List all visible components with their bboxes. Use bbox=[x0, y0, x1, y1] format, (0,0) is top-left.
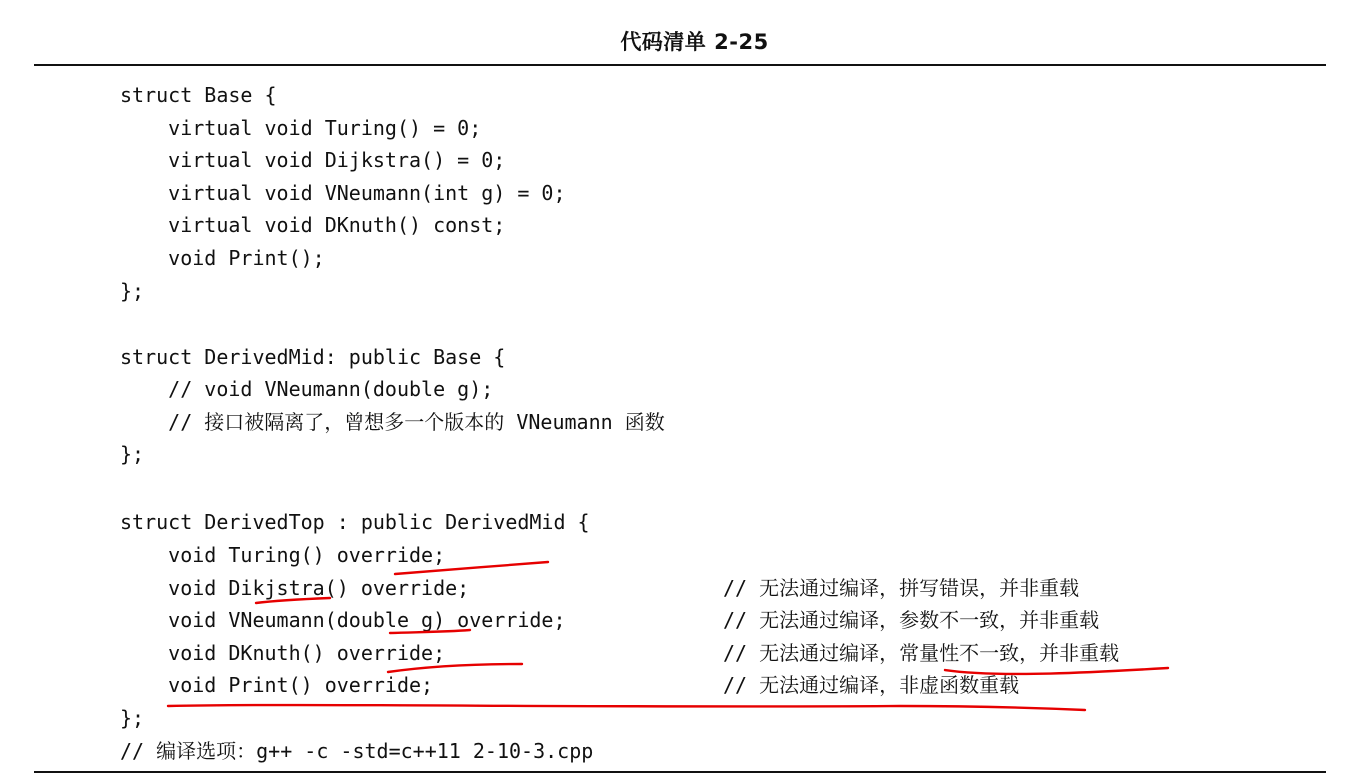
code-line-top-dknuth: void DKnuth() override; bbox=[120, 641, 446, 665]
code-line-base-vneumann: virtual void VNeumann(int g) = 0; bbox=[120, 181, 566, 205]
listing-title: 代码清单 2-25 bbox=[620, 30, 769, 54]
code-line-derivedmid-close: }; bbox=[120, 442, 145, 466]
underline-print-line bbox=[168, 705, 1085, 710]
code-line-compile-options: // 编译选项：g++ -c -std=c++11 2-10-3.cpp bbox=[120, 739, 594, 763]
top-rule bbox=[34, 64, 1326, 66]
code-line-top-vneumann: void VNeumann(double g) override; bbox=[120, 608, 566, 632]
comment-parameter-mismatch: // 无法通过编译，参数不一致，并非重载 bbox=[723, 608, 1100, 632]
code-line-top-print: void Print() override; bbox=[120, 673, 434, 697]
code-line-base-close: }; bbox=[120, 279, 145, 303]
code-line-derivedtop-close: }; bbox=[120, 706, 145, 730]
comment-spelling-error: // 无法通过编译，拼写错误，并非重载 bbox=[723, 576, 1080, 600]
comment-constness-mismatch: // 无法通过编译，常量性不一致，并非重载 bbox=[723, 641, 1120, 665]
code-line-derivedmid-struct: struct DerivedMid: public Base { bbox=[120, 345, 506, 369]
code-line-derivedmid-comment-note: // 接口被隔离了，曾想多一个版本的 VNeumann 函数 bbox=[120, 410, 665, 434]
code-line-base-dijkstra: virtual void Dijkstra() = 0; bbox=[120, 148, 506, 172]
code-line-derivedtop-struct: struct DerivedTop : public DerivedMid { bbox=[120, 510, 590, 534]
underline-dknuth-override bbox=[388, 664, 522, 672]
code-line-derivedmid-comment-decl: // void VNeumann(double g); bbox=[120, 377, 494, 401]
bottom-rule bbox=[34, 771, 1326, 773]
code-line-base-turing: virtual void Turing() = 0; bbox=[120, 116, 482, 140]
comment-non-virtual: // 无法通过编译，非虚函数重载 bbox=[723, 673, 1020, 697]
code-line-top-dikjstra: void Dikjstra() override; bbox=[120, 576, 470, 600]
code-line-base-print: void Print(); bbox=[120, 246, 325, 270]
code-line-top-turing: void Turing() override; bbox=[120, 543, 446, 567]
code-line-base-dknuth: virtual void DKnuth() const; bbox=[120, 213, 506, 237]
code-line-base-struct: struct Base { bbox=[120, 83, 277, 107]
